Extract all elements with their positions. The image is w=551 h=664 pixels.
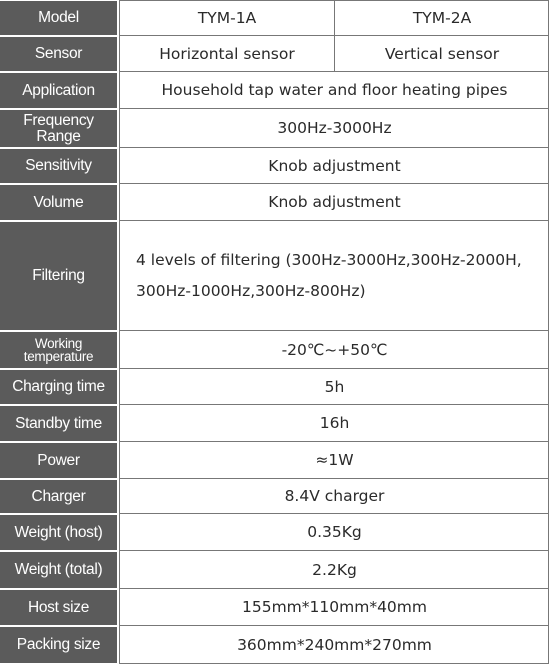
value-sensitivity: Knob adjustment xyxy=(120,148,549,184)
row-weight-host xyxy=(0,514,551,551)
label-weight-total: Weight (total) xyxy=(0,551,117,589)
value-weight-total: 2.2Kg xyxy=(120,551,549,589)
row-power xyxy=(0,442,551,479)
row-weight-total xyxy=(0,551,551,589)
label-working-temperature: Working temperature xyxy=(0,331,117,369)
label-model: Model xyxy=(0,0,117,36)
label-charger: Charger xyxy=(0,479,117,514)
value-packing-size: 360mm*240mm*270mm xyxy=(120,626,549,664)
value-application: Household tap water and floor heating pipes xyxy=(120,72,549,109)
value-standby-time: 16h xyxy=(120,405,549,442)
row-charging-time xyxy=(0,369,551,405)
row-sensor xyxy=(0,36,551,72)
label-power: Power xyxy=(0,442,117,479)
row-model xyxy=(0,0,551,36)
label-application: Application xyxy=(0,72,117,109)
label-charging-time: Charging time xyxy=(0,369,117,405)
value-sensor-1a: Horizontal sensor xyxy=(120,36,335,72)
row-volume xyxy=(0,184,551,221)
row-standby-time xyxy=(0,405,551,442)
label-standby-time: Standby time xyxy=(0,405,117,442)
value-host-size: 155mm*110mm*40mm xyxy=(120,589,549,626)
value-filtering: 4 levels of filtering (300Hz-3000Hz,300Hz-2000H, 300Hz-1000Hz,300Hz-800Hz) xyxy=(120,221,549,331)
label-sensor: Sensor xyxy=(0,36,117,72)
value-model-1a: TYM-1A xyxy=(120,0,335,36)
label-host-size: Host size xyxy=(0,589,117,626)
row-filtering xyxy=(0,221,551,331)
value-working-temperature: -20℃~+50℃ xyxy=(120,331,549,369)
value-power: ≈1W xyxy=(120,442,549,479)
row-sensitivity xyxy=(0,148,551,184)
value-sensor-2a: Vertical sensor xyxy=(335,36,549,72)
value-model-2a: TYM-2A xyxy=(335,0,549,36)
value-charging-time: 5h xyxy=(120,369,549,405)
value-volume: Knob adjustment xyxy=(120,184,549,221)
row-packing-size xyxy=(0,626,551,664)
label-packing-size: Packing size xyxy=(0,626,117,664)
value-weight-host: 0.35Kg xyxy=(120,514,549,551)
row-charger xyxy=(0,479,551,514)
value-frequency-range: 300Hz-3000Hz xyxy=(120,109,549,148)
value-charger: 8.4V charger xyxy=(120,479,549,514)
row-working-temperature xyxy=(0,331,551,369)
label-frequency-range: Frequency Range xyxy=(0,109,117,148)
row-application xyxy=(0,72,551,109)
label-volume: Volume xyxy=(0,184,117,221)
label-sensitivity: Sensitivity xyxy=(0,148,117,184)
label-filtering: Filtering xyxy=(0,221,117,331)
row-host-size xyxy=(0,589,551,626)
label-weight-host: Weight (host) xyxy=(0,514,117,551)
row-frequency-range xyxy=(0,109,551,148)
